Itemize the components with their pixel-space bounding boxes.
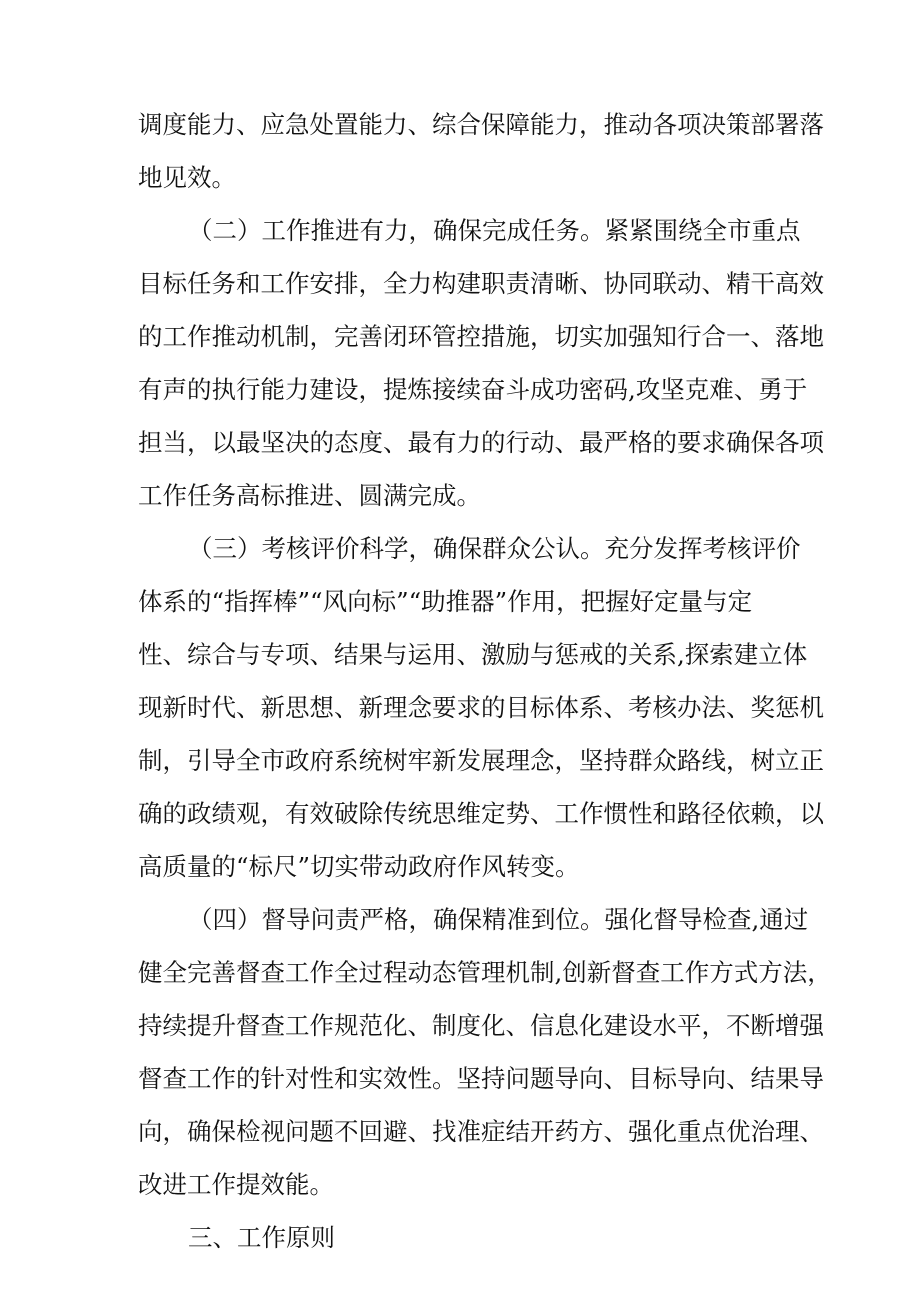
section-four-heading-line: （四）督导问责严格，确保精准到位。强化督导检查,通过 [188,905,809,934]
body-text-line: 改进工作提效能。 [138,1170,334,1199]
body-text-line: 现新时代、新思想、新理念要求的目标体系、考核办法、奖惩机 [138,693,824,722]
body-text-line: 工作任务高标推进、圆满完成。 [138,481,481,510]
body-text-line: 调度能力、应急处置能力、综合保障能力，推动各项决策部署落 [138,110,824,139]
body-text-line: 地见效。 [138,163,236,192]
body-text-line: 持续提升督查工作规范化、制度化、信息化建设水平，不断增强 [138,1011,824,1040]
body-text-line: 向，确保检视问题不回避、找准症结开药方、强化重点优治理、 [138,1117,824,1146]
section-heading-work-principles: 三、工作原则 [188,1223,335,1252]
section-two-heading-line: （二）工作推进有力，确保完成任务。紧紧围绕全市重点 [188,216,801,245]
body-text-line: 确的政绩观，有效破除传统思维定势、工作惯性和路径依赖，以 [138,799,824,828]
body-text-line: 的工作推动机制，完善闭环管控措施，切实加强知行合一、落地 [138,322,824,351]
body-text-line: 性、综合与专项、结果与运用、激励与惩戒的关系,探索建立体 [138,640,808,669]
body-text-line: 健全完善督查工作全过程动态管理机制,创新督查工作方式方法， [138,958,832,987]
section-three-heading-line: （三）考核评价科学，确保群众公认。充分发挥考核评价 [188,534,801,563]
body-text-line: 高质量的“标尺”切实带动政府作风转变。 [138,852,580,881]
body-text-line: 督查工作的针对性和实效性。坚持问题导向、目标导向、结果导 [138,1064,824,1093]
body-text-line: 目标任务和工作安排，全力构建职责清晰、协同联动、精干高效 [138,269,824,298]
body-text-line: 担当，以最坚决的态度、最有力的行动、最严格的要求确保各项 [138,428,824,457]
body-text-line: 有声的执行能力建设，提炼接续奋斗成功密码,攻坚克难、勇于 [138,375,808,404]
body-text-line: 体系的“指挥棒”“风向标”“助推器”作用，把握好定量与定 [138,587,753,616]
body-text-line: 制，引导全市政府系统树牢新发展理念，坚持群众路线，树立正 [138,746,824,775]
